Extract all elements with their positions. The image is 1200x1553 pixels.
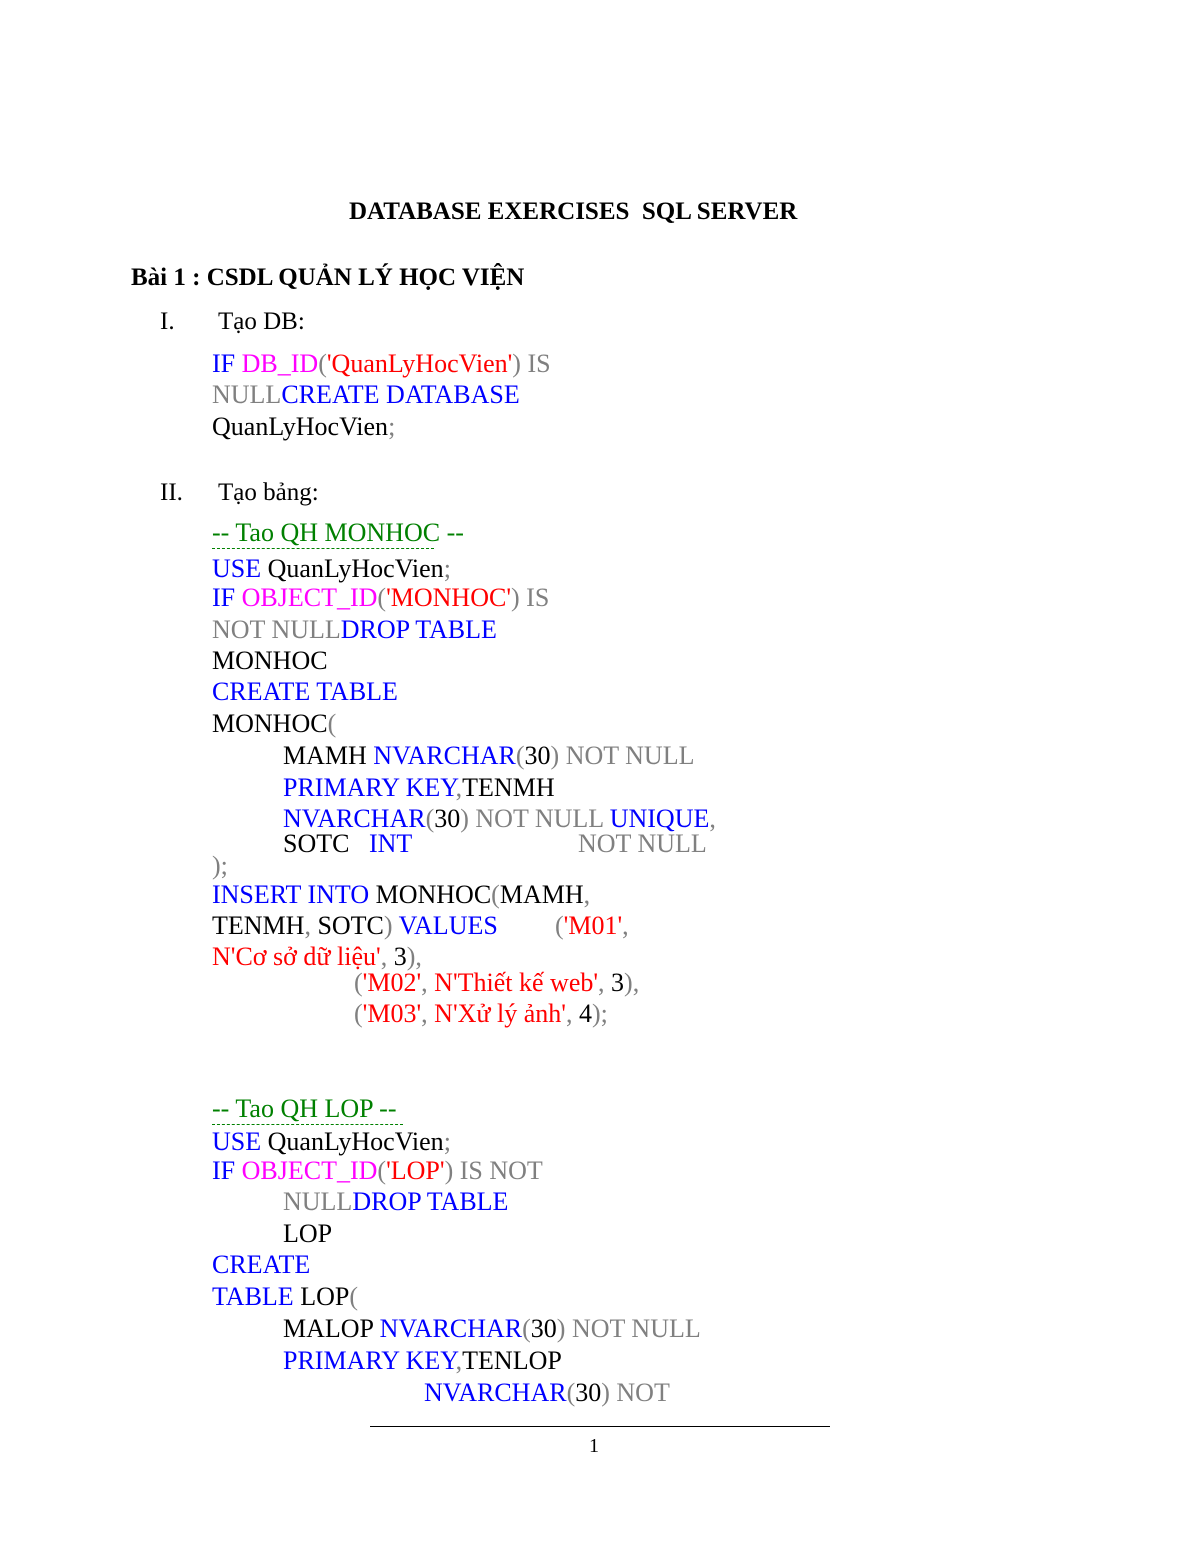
- exercise-heading: Bài 1 : CSDL QUẢN LÝ HỌC VIỆN: [131, 264, 525, 291]
- code-line: [212, 711, 336, 737]
- code-line: [212, 679, 398, 705]
- code-token: ,: [709, 804, 716, 833]
- code-token: VALUES: [398, 911, 498, 940]
- code-line: [212, 1129, 451, 1155]
- code-token: CREATE: [212, 1250, 311, 1279]
- code-line: [212, 1284, 358, 1310]
- code-token: NOT NULL: [578, 829, 707, 858]
- code-token: NVARCHAR: [373, 741, 516, 770]
- code-token: 'M02': [362, 968, 422, 997]
- code-token: MONHOC: [212, 709, 328, 738]
- code-token: MONHOC: [375, 880, 492, 909]
- section-2-label: Tạo bảng:: [218, 479, 319, 506]
- code-token: (: [318, 349, 327, 378]
- code-token: (: [354, 968, 363, 997]
- code-token: NVARCHAR: [379, 1314, 523, 1343]
- code-token: ,: [455, 773, 463, 802]
- code-line: [212, 944, 422, 970]
- code-token: SOTC: [283, 829, 369, 858]
- code-token: CREATE TABLE: [212, 677, 398, 706]
- section-2-number: II.: [160, 479, 183, 506]
- code-token: 'M03': [362, 999, 422, 1028]
- code-token: INT: [368, 829, 413, 858]
- code-token: NVARCHAR: [283, 804, 426, 833]
- code-token: -- Tao QH LOP --: [212, 1094, 397, 1123]
- code-line: [283, 1316, 701, 1342]
- code-line: [212, 520, 464, 546]
- code-token: ,: [380, 942, 394, 971]
- code-token: (: [522, 1314, 531, 1343]
- code-token: CREATE DATABASE: [281, 380, 520, 409]
- code-token: IF: [212, 349, 242, 378]
- document-title: DATABASE EXERCISES SQL SERVER: [349, 198, 798, 225]
- code-token: IF: [212, 1156, 242, 1185]
- comment-underline: [212, 548, 434, 549]
- comment-underline: [212, 1124, 403, 1125]
- code-token: ),: [624, 968, 640, 997]
- code-line: [283, 1348, 562, 1374]
- code-line: [212, 1158, 543, 1184]
- code-token: 3: [611, 968, 625, 997]
- code-token: );: [591, 999, 608, 1028]
- code-token: USE: [212, 1127, 268, 1156]
- footer-rule: [370, 1426, 830, 1427]
- code-token: 'LOP': [386, 1156, 445, 1185]
- code-line: [212, 617, 497, 643]
- page-number: 1: [589, 1435, 599, 1457]
- code-line: [212, 648, 328, 674]
- code-token: 30: [434, 804, 461, 833]
- code-token: (: [555, 911, 564, 940]
- code-token: (: [349, 1282, 358, 1311]
- code-line: [283, 775, 555, 801]
- code-line: [212, 414, 395, 440]
- code-token: ;: [443, 1127, 451, 1156]
- code-token: ): [383, 911, 399, 940]
- code-token: MAMH: [499, 880, 584, 909]
- code-token: TENLOP: [462, 1346, 562, 1375]
- code-token: NVARCHAR: [424, 1378, 567, 1407]
- code-token: MAMH: [283, 741, 374, 770]
- code-token: 30: [530, 1314, 557, 1343]
- code-token: IF: [212, 583, 242, 612]
- code-token: (: [354, 999, 363, 1028]
- code-line: [212, 382, 520, 408]
- code-token: (: [491, 880, 500, 909]
- code-token: ,: [622, 911, 629, 940]
- code-token: LOP: [283, 1219, 333, 1248]
- code-token: ,: [455, 1346, 463, 1375]
- code-token: );: [212, 851, 228, 880]
- section-1-label: Tạo DB:: [218, 308, 305, 335]
- code-token: TENMH: [462, 773, 555, 802]
- code-token: 'MONHOC': [386, 583, 512, 612]
- code-line: [354, 970, 639, 996]
- code-token: (: [377, 583, 387, 612]
- code-token: (: [425, 804, 435, 833]
- code-token: ,: [421, 999, 435, 1028]
- code-token: ) IS: [512, 349, 551, 378]
- code-token: ) NOT NULL: [556, 1314, 701, 1343]
- code-token: OBJECT_ID: [241, 1156, 378, 1185]
- code-line: [354, 1001, 608, 1027]
- code-token: INSERT INTO: [212, 880, 376, 909]
- code-token: NULL: [212, 380, 282, 409]
- code-token: 'M01': [563, 911, 623, 940]
- code-token: QuanLyHocVien: [212, 412, 389, 441]
- code-token: NOT NULL: [212, 615, 341, 644]
- code-token: ,: [421, 968, 435, 997]
- code-token: N'Cơ sở dữ liệu': [212, 942, 381, 971]
- code-token: MONHOC: [212, 646, 328, 675]
- code-line: [283, 743, 694, 769]
- code-token: N'Thiết kế web': [434, 968, 599, 997]
- code-token: 'QuanLyHocVien': [326, 349, 513, 378]
- code-token: PRIMARY KEY: [283, 773, 456, 802]
- code-token: ) IS: [511, 583, 550, 612]
- code-token: (: [515, 741, 525, 770]
- code-token: DROP TABLE: [340, 615, 497, 644]
- code-token: NULL: [283, 1187, 353, 1216]
- code-token: ;: [388, 412, 396, 441]
- code-token: -- Tao QH MONHOC --: [212, 518, 464, 547]
- code-line: [555, 913, 629, 939]
- code-line: [212, 913, 498, 939]
- code-line: [424, 1380, 670, 1406]
- code-line: [578, 831, 707, 857]
- code-token: USE: [212, 554, 268, 583]
- code-token: TABLE: [212, 1282, 301, 1311]
- code-token: ) NOT: [601, 1378, 670, 1407]
- code-token: MALOP: [283, 1314, 380, 1343]
- code-token: ) NOT NULL: [460, 804, 610, 833]
- code-line: [212, 882, 590, 908]
- code-token: (: [566, 1378, 576, 1407]
- code-token: QuanLyHocVien: [267, 1127, 444, 1156]
- code-token: 4: [578, 999, 592, 1028]
- code-token: ) NOT NULL: [550, 741, 695, 770]
- code-token: LOP: [300, 1282, 350, 1311]
- code-line: [283, 831, 412, 857]
- code-token: TENMH: [212, 911, 305, 940]
- code-token: DB_ID: [241, 349, 319, 378]
- code-token: QuanLyHocVien: [267, 554, 444, 583]
- code-line: [212, 1252, 310, 1278]
- code-token: ) IS NOT: [444, 1156, 543, 1185]
- code-token: ,: [304, 911, 318, 940]
- section-1-number: I.: [160, 308, 175, 335]
- code-token: OBJECT_ID: [241, 583, 378, 612]
- code-token: 3: [393, 942, 407, 971]
- code-token: ),: [406, 942, 422, 971]
- code-token: 30: [524, 741, 551, 770]
- code-token: UNIQUE: [609, 804, 710, 833]
- code-line: [212, 556, 451, 582]
- code-token: ,: [583, 880, 591, 909]
- code-line: [212, 351, 551, 377]
- code-line: [283, 1221, 332, 1247]
- code-token: ,: [598, 968, 612, 997]
- code-line: [212, 853, 228, 879]
- code-token: 30: [575, 1378, 602, 1407]
- code-token: ;: [443, 554, 451, 583]
- code-token: DROP TABLE: [352, 1187, 509, 1216]
- code-token: ,: [565, 999, 579, 1028]
- code-line: [283, 1189, 508, 1215]
- code-line: [212, 585, 549, 611]
- code-token: PRIMARY KEY: [283, 1346, 456, 1375]
- code-line: [212, 1096, 396, 1122]
- code-token: (: [377, 1156, 387, 1185]
- code-token: SOTC: [317, 911, 384, 940]
- code-token: N'Xử lý ảnh': [434, 999, 566, 1028]
- code-token: (: [327, 709, 337, 738]
